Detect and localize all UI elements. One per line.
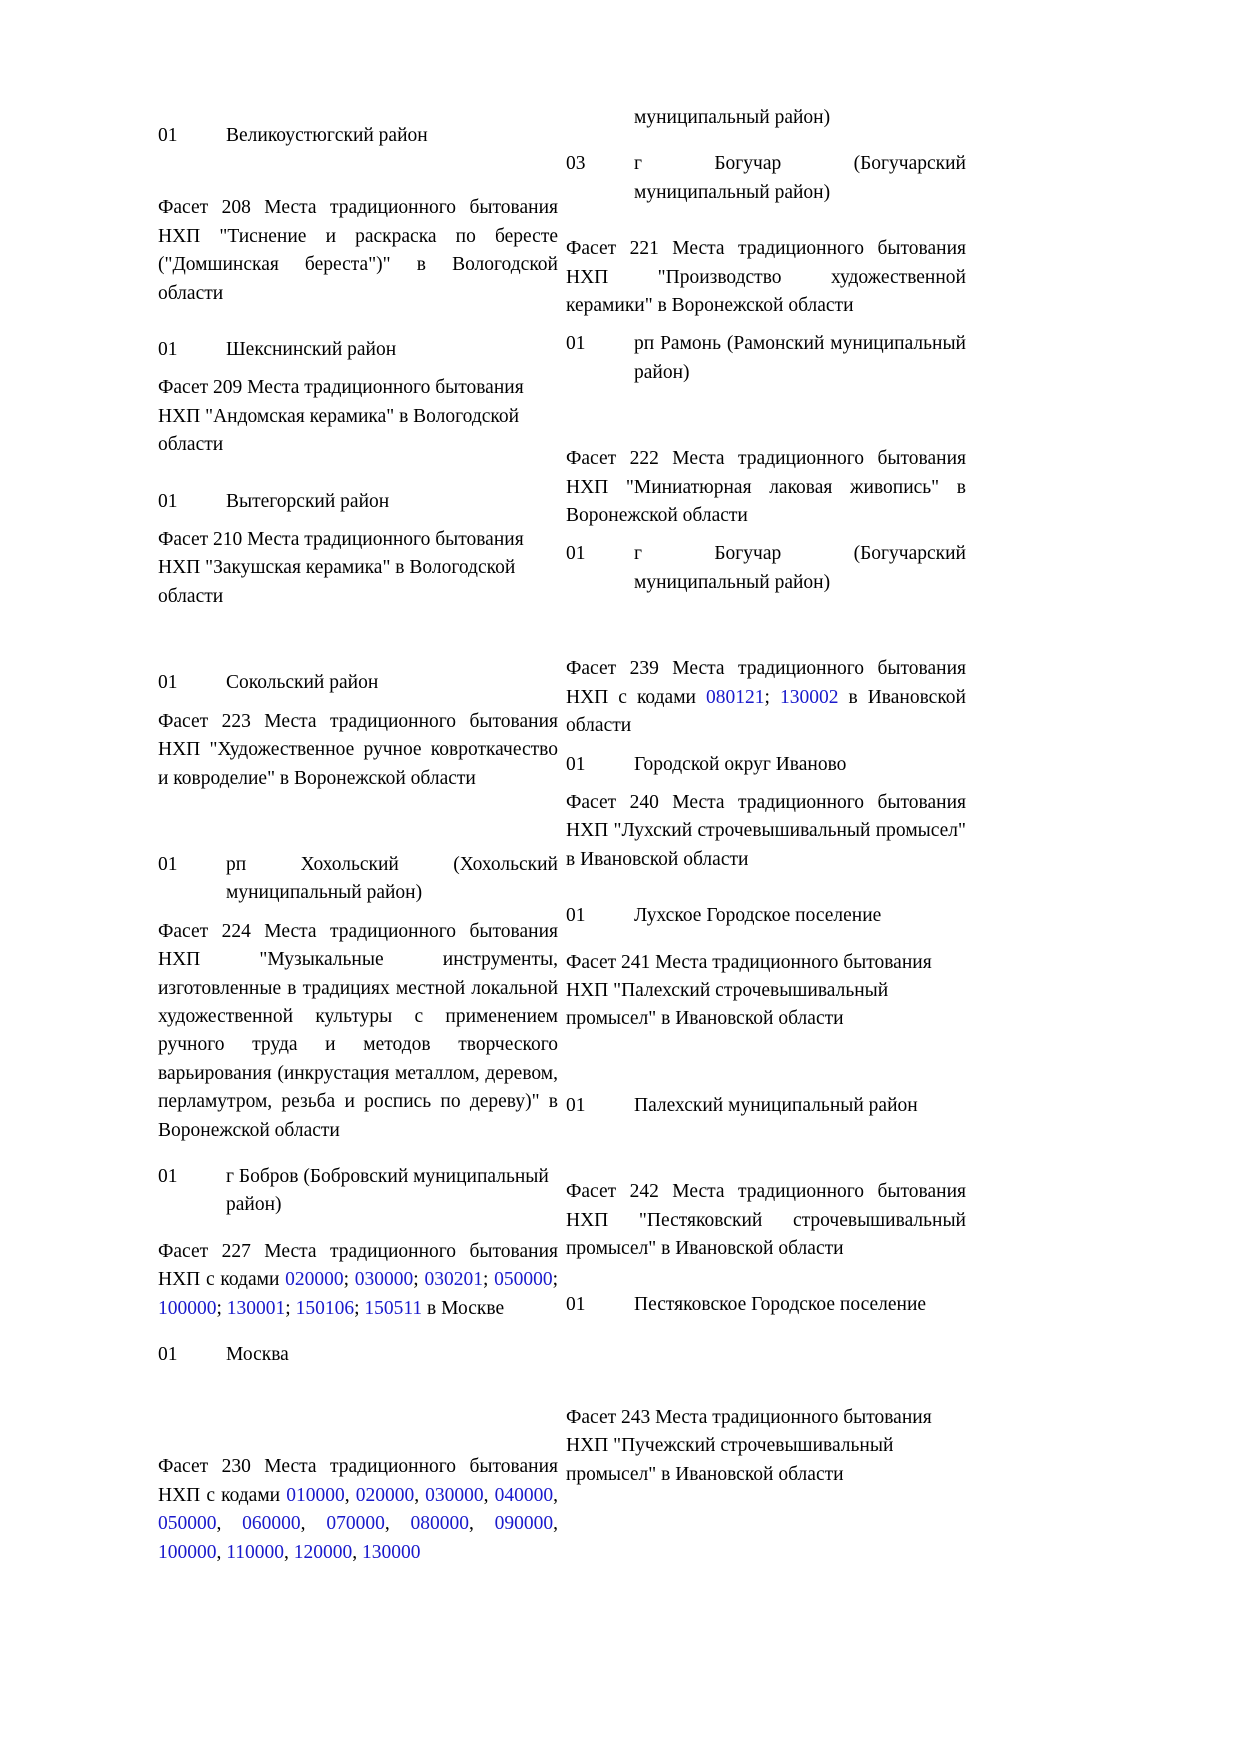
- entry-row: [566, 902, 966, 930]
- spacer: [566, 741, 966, 751]
- code-link[interactable]: 030000: [354, 1269, 414, 1291]
- spacer: [566, 320, 966, 330]
- spacer: [566, 1320, 966, 1404]
- entry-label: Сокольский район: [226, 672, 379, 694]
- code-link[interactable]: 100000: [158, 1541, 217, 1563]
- facet-paragraph: Фасет 242 Места традиционного бытования НХП "Пестяковский строчевышивальный промысел" в Ивановской области: [566, 1181, 966, 1259]
- spacer: [158, 308, 558, 336]
- facet-paragraph: Фасет 224 Места традиционного бытования НХП "Музыкальные инструменты, изготовленные в традициях местной локальной художественной культуры с применением ручного труда и методов творческого варьирования (инкрустация металлом, деревом, перламутром, резьба и роспись по дереву)" в Воронежской области: [158, 920, 558, 1141]
- facet-paragraph: Фасет 243 Места традиционного бытования НХП "Пучежский строчевышивальный промысел" в Ивановской области: [566, 1406, 932, 1485]
- entry-code: 01: [158, 125, 178, 146]
- code-link[interactable]: 050000: [158, 1513, 217, 1535]
- entry-code: 01: [566, 905, 586, 927]
- facet-paragraph: Фасет 223 Места традиционного бытования НХП "Художественное ручное ковроткачество и ковроделие" в Воронежской области: [158, 710, 558, 789]
- spacer: [158, 104, 558, 122]
- code-link[interactable]: 150106: [295, 1297, 355, 1319]
- entry-label: Шекснинский район: [226, 339, 397, 361]
- spacer: [566, 207, 966, 235]
- facet-codes-paragraph: Фасет 230 Места традиционного бытования НХП с кодами 010000, 020000, 030000, 040000, 050000, 060000, 070000, 080000, 090000, 100000, 110000, 120000, 130000: [158, 1456, 558, 1563]
- spacer: [158, 150, 558, 194]
- code-link[interactable]: 070000: [326, 1513, 385, 1535]
- facet-codes-paragraph: Фасет 227 Места традиционного бытования НХП с кодами 020000; 030000; 030201; 050000; 100000; 130001; 150106; 150511 в Москве: [158, 1240, 559, 1319]
- code-link[interactable]: 100000: [158, 1297, 217, 1319]
- facet-paragraph: Фасет 241 Места традиционного бытования НХП "Палехский строчевышивальный промысел" в Ивановской области: [566, 951, 932, 1030]
- entry-code: 03: [566, 153, 586, 175]
- entry-row: [566, 751, 966, 779]
- code-link[interactable]: 090000: [494, 1513, 554, 1535]
- entry-row: [158, 488, 558, 516]
- entry-label: Лухское Городское поселение: [634, 905, 882, 927]
- code-link[interactable]: 030201: [424, 1269, 483, 1291]
- spacer: [566, 779, 966, 789]
- entry-row: [158, 669, 558, 697]
- entry-label: г Богучар (Богучарский муниципальный район): [634, 543, 966, 593]
- code-link[interactable]: 050000: [494, 1269, 553, 1291]
- spacer: [158, 793, 558, 851]
- left-column: [158, 104, 558, 1567]
- code-link[interactable]: 150511: [364, 1297, 423, 1319]
- spacer: [158, 460, 558, 488]
- entry-code: 01: [566, 543, 586, 565]
- entry-label: Москва: [226, 1344, 289, 1365]
- entry-label: Пестяковское Городское поселение: [634, 1294, 927, 1316]
- entry-label: г Богучар (Богучарский муниципальный район): [634, 153, 966, 203]
- code-link[interactable]: 080000: [410, 1513, 469, 1535]
- entry-continuation: [566, 104, 966, 132]
- code-link[interactable]: 010000: [286, 1484, 345, 1506]
- entry-label: Палехский муниципальный район: [634, 1094, 918, 1116]
- entry-code: 01: [566, 333, 586, 355]
- entry-row: [158, 1341, 558, 1369]
- code-link[interactable]: 120000: [293, 1541, 353, 1563]
- facet-paragraph: Фасет 208 Места традиционного бытования НХП "Тиснение и раскраска по бересте ("Домшинская береста")" в Вологодской области: [158, 197, 558, 304]
- entry-code: 01: [566, 1094, 586, 1116]
- entry-label: Великоустюгский район: [226, 125, 428, 146]
- entry-row: [566, 1092, 966, 1120]
- entry-code: 01: [158, 339, 178, 361]
- entry-code: 01: [158, 1344, 178, 1365]
- code-link[interactable]: 130002: [779, 686, 839, 708]
- two-column-body: [158, 104, 1088, 1574]
- facet-paragraph: Фасет 221 Места традиционного бытования НХП "Производство художественной керамики" в Воронежской области: [566, 238, 966, 317]
- entry-code: 01: [158, 853, 178, 875]
- entry-label: Городской округ Иваново: [634, 753, 847, 775]
- entry-row: [566, 540, 966, 597]
- spacer: [158, 364, 558, 374]
- entry-row: [158, 851, 558, 908]
- spacer: [158, 1220, 558, 1238]
- spacer: [158, 516, 558, 526]
- entry-label: г Бобров (Бобровский муниципальный район): [226, 1165, 549, 1216]
- spacer: [566, 931, 966, 949]
- spacer: [566, 1120, 966, 1178]
- spacer: [566, 387, 966, 445]
- entry-row: [566, 150, 966, 207]
- facet-paragraph: Фасет 240 Места традиционного бытования НХП "Лухский строчевышивальный промысел" в Ивановской области: [566, 791, 966, 870]
- code-link[interactable]: 040000: [494, 1484, 554, 1506]
- entry-row: [566, 1291, 966, 1319]
- entry-row: [566, 330, 966, 387]
- facet-paragraph: Фасет 222 Места традиционного бытования НХП "Миниатюрная лаковая живопись" в Воронежской области: [566, 448, 966, 527]
- entry-label: муниципальный район): [634, 107, 831, 128]
- facet-codes-paragraph: Фасет 239 Места традиционного бытования НХП с кодами 080121; 130002 в Ивановской области: [566, 658, 966, 737]
- facet-paragraph: Фасет 209 Места традиционного бытования НХП "Андомская керамика" в Вологодской области: [158, 377, 524, 456]
- spacer: [158, 1323, 558, 1341]
- spacer: [158, 908, 558, 918]
- facet-paragraph: Фасет 210 Места традиционного бытования НХП "Закушская керамика" в Вологодской области: [158, 529, 524, 607]
- entry-label: рп Рамонь (Рамонский муниципальный район): [634, 333, 966, 383]
- spacer: [158, 611, 558, 669]
- spacer: [566, 597, 966, 655]
- code-link[interactable]: 060000: [242, 1513, 301, 1535]
- entry-row: [158, 122, 558, 150]
- code-link[interactable]: 080121: [706, 686, 765, 708]
- entry-code: 01: [158, 490, 178, 512]
- spacer: [566, 1034, 966, 1092]
- spacer: [566, 1263, 966, 1291]
- entry-row: [158, 336, 558, 364]
- entry-label: Вытегорский район: [226, 490, 390, 512]
- code-link[interactable]: 110000: [226, 1541, 285, 1563]
- code-link[interactable]: 020000: [355, 1484, 415, 1506]
- code-link[interactable]: 030000: [425, 1484, 484, 1506]
- spacer: [158, 1145, 558, 1163]
- spacer: [566, 530, 966, 540]
- entry-code: 01: [158, 672, 178, 694]
- entry-label: рп Хохольский (Хохольский муниципальный район): [226, 853, 558, 904]
- code-link[interactable]: 020000: [285, 1269, 344, 1291]
- spacer: [566, 132, 966, 150]
- entry-row: [158, 1163, 558, 1220]
- spacer: [158, 1369, 558, 1453]
- spacer: [566, 874, 966, 902]
- entry-code: 01: [566, 753, 586, 775]
- entry-code: 01: [158, 1165, 178, 1187]
- spacer: [158, 698, 558, 708]
- code-link[interactable]: 130000: [362, 1541, 421, 1563]
- code-link[interactable]: 130001: [226, 1297, 286, 1319]
- entry-code: 01: [566, 1294, 586, 1316]
- right-column: [566, 104, 966, 1489]
